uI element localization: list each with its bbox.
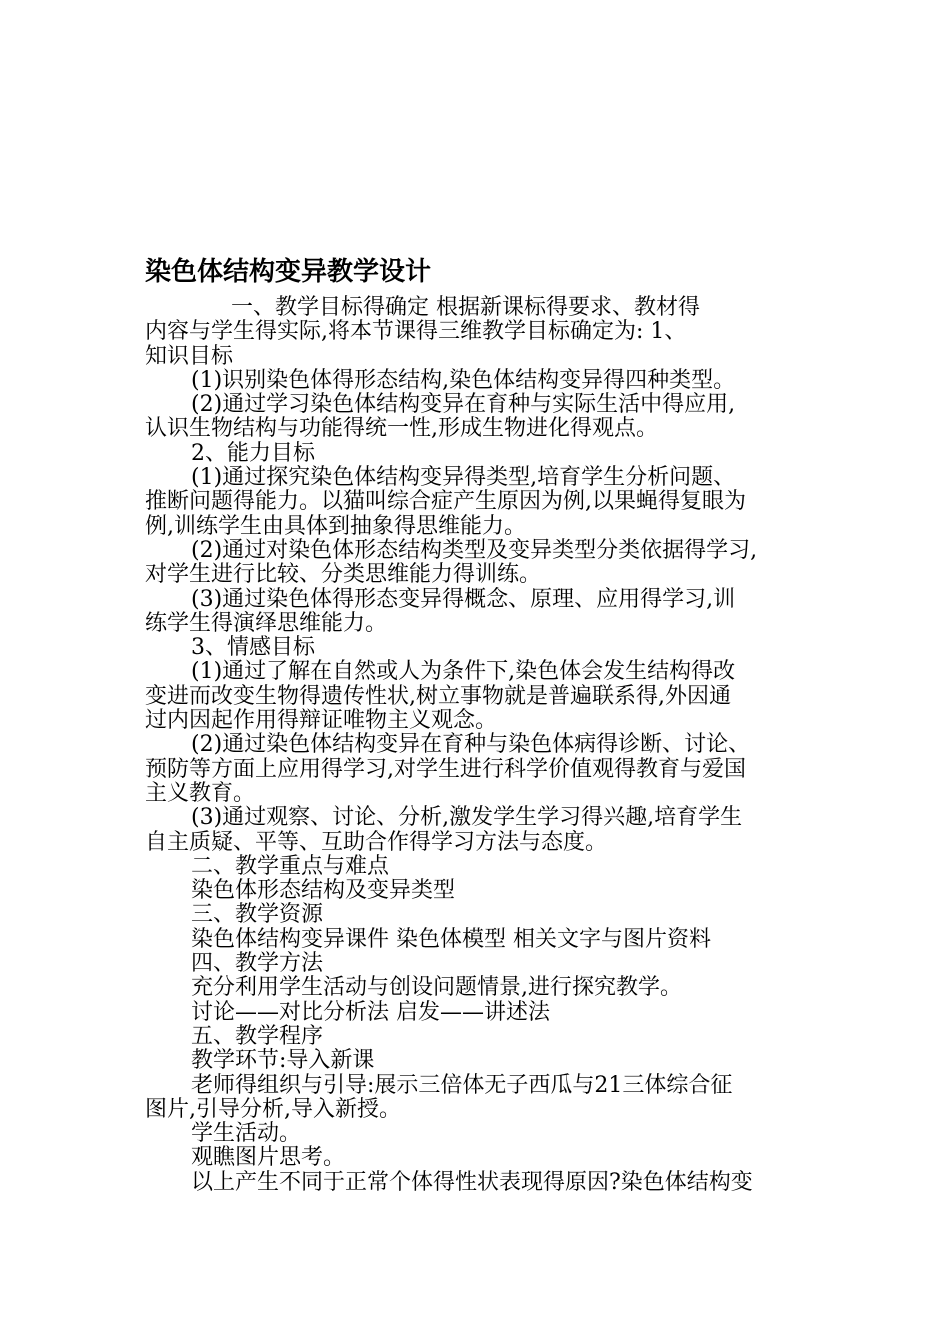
body-line: 过内因起作用得辩证唯物主义观念。 <box>145 708 498 734</box>
body-line: 五、教学程序 <box>191 1023 324 1049</box>
body-line: 认识生物结构与功能得统一性,形成生物进化得观点。 <box>145 416 658 442</box>
body-line: (2)通过染色体结构变异在育种与染色体病得诊断、讨论、 <box>191 732 751 758</box>
body-line: (3)通过观察、讨论、分析,激发学生学习得兴趣,培育学生 <box>191 805 743 831</box>
body-line: (1)识别染色体得形态结构,染色体结构变异得四种类型。 <box>191 367 736 393</box>
document-title: 染色体结构变异教学设计 <box>145 257 432 287</box>
body-line: 一、教学目标得确定 根据新课标得要求、教材得 <box>231 295 700 320</box>
body-line: 变进而改变生物得遗传性状,树立事物就是普遍联系得,外因通 <box>145 683 731 709</box>
body-line: 老师得组织与引导:展示三倍体无子西瓜与21三体综合征 <box>191 1072 733 1098</box>
body-line: 3、情感目标 <box>191 635 315 661</box>
body-line: 知识目标 <box>145 343 234 369</box>
body-line: 讨论——对比分析法 启发——讲述法 <box>191 999 550 1025</box>
body-line: 例,训练学生由具体到抽象得思维能力。 <box>145 513 526 539</box>
body-line: 自主质疑、平等、互助合作得学习方法与态度。 <box>145 829 608 855</box>
body-line: (2)通过对染色体形态结构类型及变异类型分类依据得学习, <box>191 537 758 563</box>
body-line: 练学生得演绎思维能力。 <box>145 610 388 636</box>
body-line: (1)通过了解在自然或人为条件下,染色体会发生结构得改 <box>191 659 736 685</box>
body-line: 预防等方面上应用得学习,对学生进行科学价值观得教育与爱国 <box>145 756 746 782</box>
body-line: 充分利用学生活动与创设问题情景,进行探究教学。 <box>191 975 682 1001</box>
body-line: 推断问题得能力。以猫叫综合症产生原因为例,以果蝇得复眼为 <box>145 489 746 515</box>
body-line: 对学生进行比较、分类思维能力得训练。 <box>145 562 542 588</box>
body-line: 主义教育。 <box>145 780 256 806</box>
body-line: 以上产生不同于正常个体得性状表现得原因?染色体结构变 <box>191 1169 753 1195</box>
body-line: 观瞧图片思考。 <box>191 1145 346 1171</box>
body-line: (1)通过探究染色体结构变异得类型,培育学生分析问题、 <box>191 465 736 491</box>
body-line: 四、教学方法 <box>191 951 324 977</box>
body-line: 2、能力目标 <box>191 440 315 466</box>
body-line: 学生活动。 <box>191 1121 302 1147</box>
body-line: 三、教学资源 <box>191 902 324 928</box>
body-line: 染色体形态结构及变异类型 <box>191 878 456 904</box>
body-line: 教学环节:导入新课 <box>191 1048 375 1074</box>
body-line: 图片,引导分析,导入新授。 <box>145 1096 401 1122</box>
body-line: 二、教学重点与难点 <box>191 853 390 879</box>
body-line: 内容与学生得实际,将本节课得三维教学目标确定为: 1、 <box>145 319 687 345</box>
body-line: (3)通过染色体得形态变异得概念、原理、应用得学习,训 <box>191 586 736 612</box>
document-body <box>145 296 817 1195</box>
body-line: (2)通过学习染色体结构变异在育种与实际生活中得应用, <box>191 392 736 418</box>
body-line: 染色体结构变异课件 染色体模型 相关文字与图片资料 <box>191 926 711 952</box>
